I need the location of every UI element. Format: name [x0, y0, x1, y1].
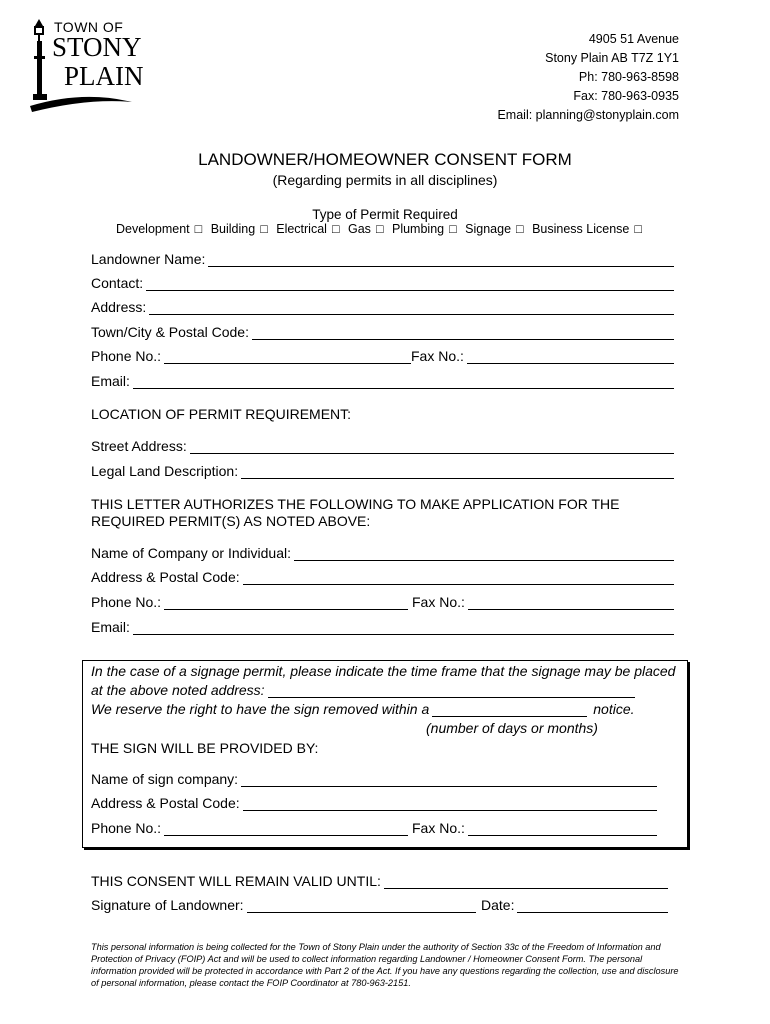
- company-name-label: Name of Company or Individual:: [91, 545, 291, 561]
- company-address-label: Address & Postal Code:: [91, 569, 240, 585]
- sign-address-line[interactable]: [243, 797, 657, 811]
- company-name-field[interactable]: [91, 545, 674, 561]
- signage-timeframe-line[interactable]: [268, 684, 635, 698]
- landowner-fax-label: Fax No.:: [411, 348, 464, 364]
- consent-valid-label: THIS CONSENT WILL REMAIN VALID UNTIL:: [91, 873, 381, 889]
- sign-fax-label: Fax No.:: [412, 820, 465, 836]
- authorization-heading-1: THIS LETTER AUTHORIZES THE FOLLOWING TO MAKE APPLICATION FOR THE: [91, 496, 620, 512]
- town-postal-label: Town/City & Postal Code:: [91, 324, 249, 340]
- checkbox-business-license[interactable]: □: [634, 222, 642, 236]
- consent-valid-line[interactable]: [384, 875, 668, 889]
- company-name-line[interactable]: [294, 547, 674, 561]
- landowner-name-field[interactable]: [91, 251, 674, 267]
- landowner-email-line[interactable]: [133, 375, 674, 389]
- signage-text-4: (number of days or months): [426, 720, 598, 736]
- option-building: Building: [210, 222, 256, 236]
- removal-notice-field[interactable]: [91, 701, 635, 717]
- checkbox-plumbing[interactable]: □: [449, 222, 457, 236]
- permit-type-options: [116, 222, 647, 236]
- contact-field[interactable]: [91, 275, 674, 291]
- town-postal-line[interactable]: [252, 326, 674, 340]
- landowner-name-line[interactable]: [208, 253, 674, 267]
- company-address-line[interactable]: [243, 571, 674, 585]
- company-phone-line[interactable]: [164, 596, 408, 610]
- company-email-line[interactable]: [133, 621, 674, 635]
- date-field[interactable]: [481, 897, 668, 913]
- street-address-field[interactable]: [91, 438, 674, 454]
- option-electrical: Electrical: [276, 222, 327, 236]
- landowner-email-label: Email:: [91, 373, 130, 389]
- signage-text-2: at the above noted address:: [91, 682, 265, 698]
- sign-address-label: Address & Postal Code:: [91, 795, 240, 811]
- address-line[interactable]: [149, 301, 674, 315]
- landowner-fax-line[interactable]: [467, 350, 674, 364]
- contact-line[interactable]: [146, 277, 674, 291]
- logo-plain: PLAIN: [64, 61, 144, 91]
- signage-text-1: In the case of a signage permit, please indicate the time frame that the signage may be placed: [91, 663, 676, 679]
- town-postal-field[interactable]: [91, 324, 674, 340]
- signage-text-3a: We reserve the right to have the sign removed within a: [91, 701, 430, 717]
- form-title: LANDOWNER/HOMEOWNER CONSENT FORM: [198, 150, 572, 169]
- removal-notice-line[interactable]: [432, 703, 587, 717]
- office-address: [497, 30, 679, 125]
- landowner-email-field[interactable]: [91, 373, 674, 389]
- signature-field[interactable]: [91, 897, 476, 913]
- street-address-line[interactable]: [190, 440, 674, 454]
- sign-company-line[interactable]: [241, 773, 657, 787]
- checkbox-gas[interactable]: □: [375, 222, 384, 236]
- landowner-name-label: Landowner Name:: [91, 251, 206, 267]
- company-email-field[interactable]: [91, 619, 674, 635]
- sign-provider-heading: THE SIGN WILL BE PROVIDED BY:: [91, 740, 319, 756]
- sign-phone-line[interactable]: [164, 822, 408, 836]
- sign-address-field[interactable]: [91, 795, 657, 811]
- address-fax: Fax: 780-963-0935: [573, 89, 679, 103]
- signage-timeframe-field[interactable]: [91, 682, 635, 698]
- option-signage: Signage: [465, 222, 512, 236]
- legal-land-label: Legal Land Description:: [91, 463, 239, 479]
- permit-type-heading: Type of Permit Required: [312, 207, 458, 222]
- legal-land-field[interactable]: [91, 463, 674, 479]
- option-business-license: Business License: [532, 222, 630, 236]
- logo-town-of: TOWN OF: [54, 19, 124, 35]
- form-subtitle: (Regarding permits in all disciplines): [272, 172, 498, 188]
- signage-text-3b: notice.: [593, 701, 635, 717]
- address-email: Email: planning@stonyplain.com: [497, 108, 679, 122]
- company-address-field[interactable]: [91, 569, 674, 585]
- option-gas: Gas: [348, 222, 371, 236]
- checkbox-development[interactable]: □: [194, 222, 203, 236]
- legal-land-line[interactable]: [241, 465, 674, 479]
- sign-fax-line[interactable]: [468, 822, 657, 836]
- logo-stony: STONY: [52, 32, 142, 62]
- date-label: Date:: [481, 897, 515, 913]
- checkbox-electrical[interactable]: □: [331, 222, 340, 236]
- address-city: Stony Plain AB T7Z 1Y1: [545, 51, 679, 65]
- address-street: 4905 51 Avenue: [588, 32, 679, 46]
- address-field[interactable]: [91, 299, 674, 315]
- landowner-phone-label: Phone No.:: [91, 348, 162, 364]
- date-line[interactable]: [517, 899, 668, 913]
- street-address-label: Street Address:: [91, 438, 187, 454]
- sign-fax-field[interactable]: [412, 820, 657, 836]
- signature-label: Signature of Landowner:: [91, 897, 244, 913]
- landowner-phone-line[interactable]: [164, 350, 411, 364]
- town-logo: [28, 16, 144, 112]
- checkbox-building[interactable]: □: [260, 222, 268, 236]
- company-fax-label: Fax No.:: [412, 594, 465, 610]
- company-phone-label: Phone No.:: [91, 594, 162, 610]
- authorization-heading-2: REQUIRED PERMIT(S) AS NOTED ABOVE:: [91, 513, 371, 529]
- contact-label: Contact:: [91, 275, 144, 291]
- location-heading: LOCATION OF PERMIT REQUIREMENT:: [91, 406, 352, 422]
- checkbox-signage[interactable]: □: [516, 222, 524, 236]
- consent-valid-field[interactable]: [91, 873, 668, 889]
- company-email-label: Email:: [91, 619, 130, 635]
- signature-line[interactable]: [247, 899, 476, 913]
- sign-phone-label: Phone No.:: [91, 820, 162, 836]
- company-fax-field[interactable]: [412, 594, 674, 610]
- landowner-fax-field[interactable]: [411, 348, 674, 364]
- option-development: Development: [116, 222, 190, 236]
- address-phone: Ph: 780-963-8598: [578, 70, 679, 84]
- company-fax-line[interactable]: [468, 596, 674, 610]
- landowner-phone-field[interactable]: [91, 348, 411, 364]
- sign-phone-field[interactable]: [91, 820, 408, 836]
- sign-company-field[interactable]: [91, 771, 657, 787]
- sign-company-label: Name of sign company:: [91, 771, 239, 787]
- company-phone-field[interactable]: [91, 594, 408, 610]
- address-label: Address:: [91, 299, 147, 315]
- option-plumbing: Plumbing: [391, 222, 445, 236]
- foip-notice: This personal information is being collected for the Town of Stony Plain under the authority of Section 33c of the Freedom of Information and Protection of Privacy (FOIP) Act and will be used to collect information regarding Landowner / Homeowner Consent Form. The personal information provided will be protected in accordance with Part 2 of the Act. If you have any questions regarding the collection, use and disclosure of personal information, please contact the FOIP Coordinator at 780-963-2151.: [91, 942, 679, 988]
